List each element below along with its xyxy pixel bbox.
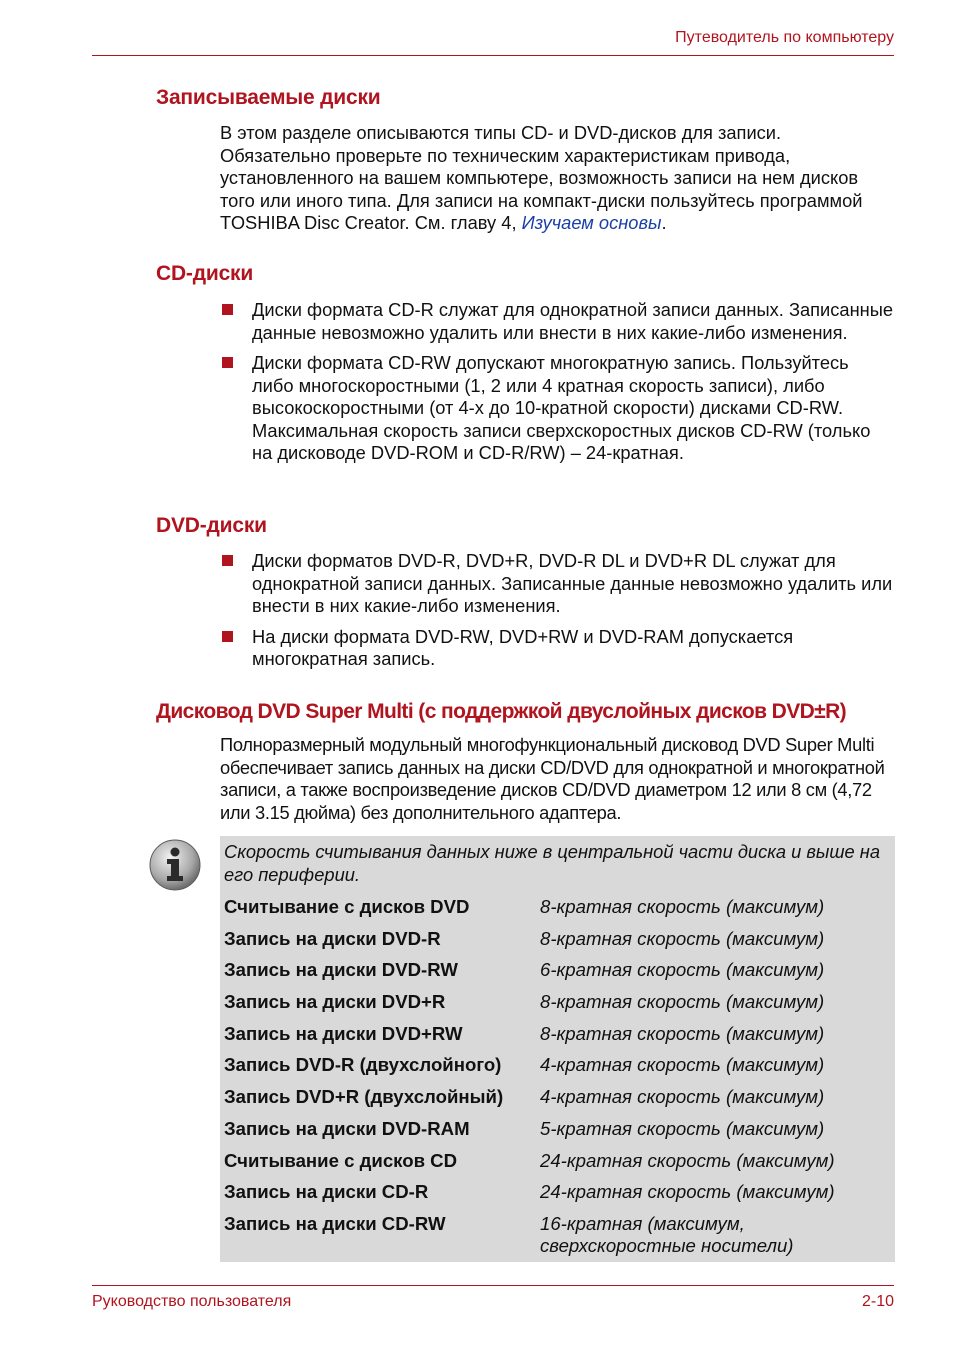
bullet-square-icon <box>222 304 233 315</box>
row-value: 8-кратная скорость (максимум) <box>540 1022 825 1044</box>
row-value: 8-кратная скорость (максимум) <box>540 927 825 949</box>
list-item <box>220 299 894 344</box>
table-row <box>224 1086 884 1118</box>
table-row <box>224 896 884 928</box>
bullet-square-icon <box>222 357 233 368</box>
row-value: 4-кратная скорость (максимум) <box>540 1054 825 1076</box>
section-title-dvd: DVD-диски <box>156 514 267 537</box>
list-item <box>220 550 894 618</box>
table-row <box>224 1181 884 1213</box>
recordable-text: В этом разделе описываются типы CD- и DVD-дисков для записи. Обязательно проверьте по техническим характеристикам привода, установленного на вашем компьютере, возможность записи на нем дисков того или иного типа. Для записи на компакт-диски пользуйтесь программой TOSHIBA Disc Creator. См. главу 4, <box>220 122 863 233</box>
row-value: 4-кратная скорость (максимум) <box>540 1086 825 1108</box>
bullet-square-icon <box>222 555 233 566</box>
list-item-text: Диски форматов DVD-R, DVD+R, DVD-R DL и DVD+R DL служат для однократной записи данных. Записанные данные невозможно удалить или внести в них какие-либо изменения. <box>252 550 893 616</box>
row-label: Запись на диски DVD+RW <box>224 1022 463 1044</box>
row-label: Запись на диски DVD-R <box>224 927 441 949</box>
chapter-link[interactable]: Изучаем основы <box>521 212 662 233</box>
list-item-text: На диски формата DVD-RW, DVD+RW и DVD-RAM допускается многократная запись. <box>252 625 794 669</box>
list-item <box>220 352 894 465</box>
section-title-recordable: Записываемые диски <box>156 86 381 109</box>
row-label: Запись на диски DVD-RW <box>224 959 458 981</box>
row-value: 24-кратная скорость (максимум) <box>540 1181 835 1203</box>
table-row <box>224 1023 884 1055</box>
list-item <box>220 626 894 671</box>
drive-paragraph: Полноразмерный модульный многофункциональный дисковод DVD Super Multi обеспечивает запись данных на диски CD/DVD для однократной и многократной записи, а также воспроизведение дисков CD/DVD диаметром 12 или 8 см (4,72 или 3.15 дюйма) без дополнительного адаптера. <box>220 734 885 823</box>
table-row <box>224 1213 884 1265</box>
row-label: Запись на диски DVD-RAM <box>224 1117 470 1139</box>
row-label: Запись на диски DVD+R <box>224 991 446 1013</box>
table-row <box>224 1054 884 1086</box>
list-item-text: Диски формата CD-RW допускают многократную запись. Пользуйтесь либо многоскоростными (1, 2 или 4 кратная скорость записи), либо высокоскоростными (от 4-х до 10-кратной скорости) дисками CD-RW. Максимальная скорость записи сверхскоростных дисков CD-RW (только на дисководе DVD-ROM и CD-R/RW) – 24-кратная. <box>252 352 871 463</box>
list-item-text: Диски формата CD-R служат для однократной записи данных. Записанные данные невозможно удалить или внести в них какие-либо изменения. <box>252 299 894 343</box>
dvd-list <box>220 550 894 679</box>
row-value: 5-кратная скорость (максимум) <box>540 1117 825 1139</box>
row-label: Считывание с дисков CD <box>224 1149 458 1171</box>
recordable-paragraph <box>220 122 892 235</box>
row-label: Запись на диски CD-RW <box>224 1212 446 1234</box>
note-box <box>220 836 895 1262</box>
row-value: 8-кратная скорость (максимум) <box>540 896 825 917</box>
table-row <box>224 928 884 960</box>
footer-title: Руководство пользователя <box>92 1293 292 1310</box>
table-row <box>224 991 884 1023</box>
row-value: 8-кратная скорость (максимум) <box>540 991 825 1013</box>
header-rule <box>92 55 894 56</box>
section-title-cd: CD-диски <box>156 262 254 285</box>
table-row <box>224 1150 884 1182</box>
running-header: Путеводитель по компьютеру <box>675 29 894 46</box>
bullet-square-icon <box>222 631 233 642</box>
speed-table <box>224 896 884 1265</box>
table-row <box>224 959 884 991</box>
row-label: Запись DVD+R (двухслойный) <box>224 1086 504 1108</box>
page-number: 2-10 <box>861 1293 894 1310</box>
row-value: 24-кратная скорость (максимум) <box>540 1149 835 1171</box>
table-row <box>224 1118 884 1150</box>
section-title-drive: Дисковод DVD Super Multi (с поддержкой двуслойных дисков DVD±R) <box>156 700 847 723</box>
row-label: Считывание с дисков DVD <box>224 896 470 917</box>
row-label: Запись DVD-R (двухслойного) <box>224 1054 502 1076</box>
row-label: Запись на диски CD-R <box>224 1181 429 1203</box>
recordable-text-end: . <box>661 212 667 233</box>
info-icon <box>148 838 202 892</box>
footer-rule <box>92 1285 894 1286</box>
note-intro: Скорость считывания данных ниже в центральной части диска и выше на его периферии. <box>224 841 881 885</box>
cd-list <box>220 299 894 473</box>
row-value: 6-кратная скорость (максимум) <box>540 959 825 981</box>
row-value: 16-кратная (максимум, сверхскоростные носители) <box>540 1212 794 1257</box>
